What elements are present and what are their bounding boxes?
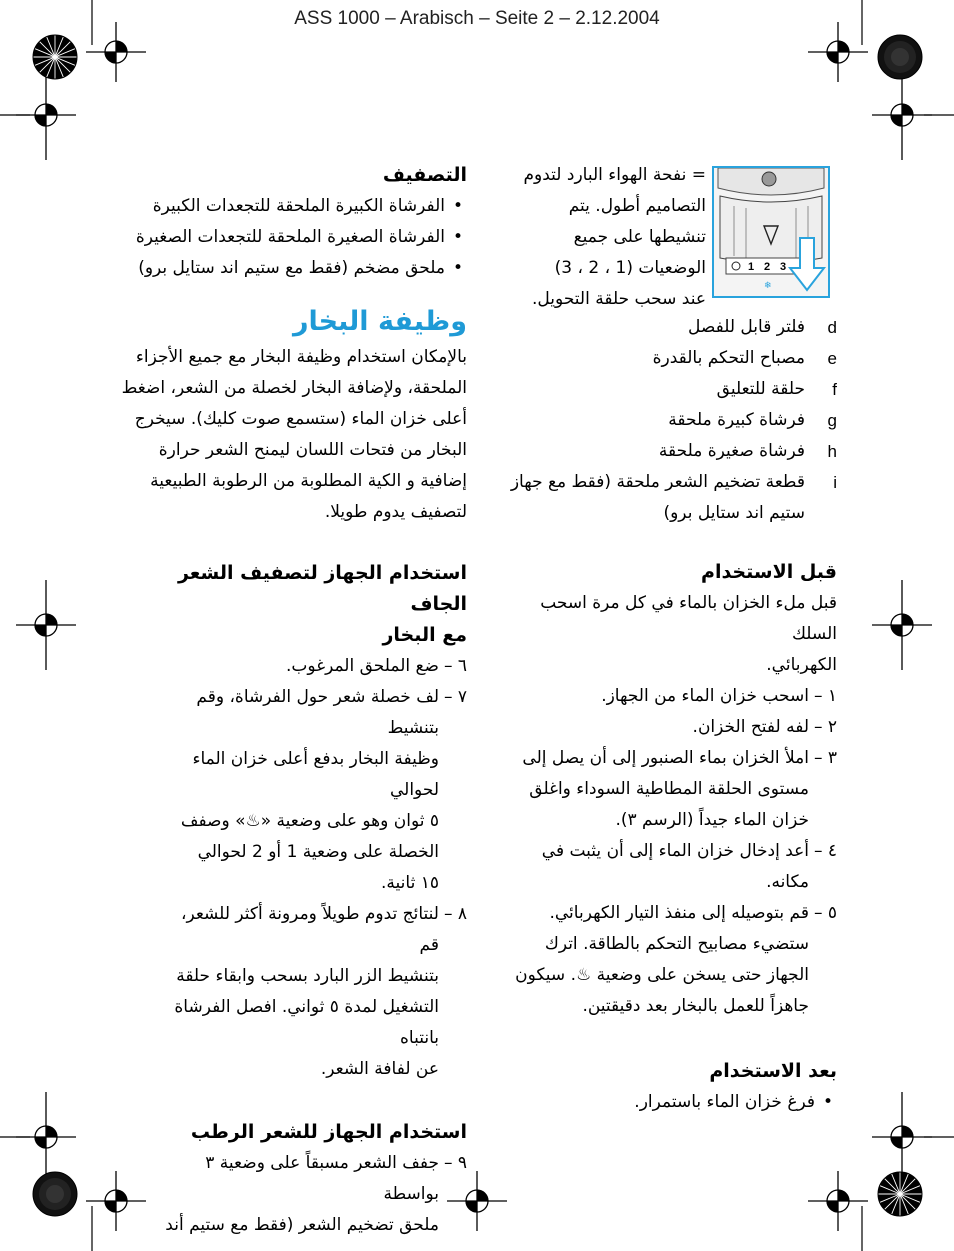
left-column — [120, 160, 467, 1241]
step-7-line: الخصلة على وضعية 1 أو 2 لحوالي — [197, 842, 439, 862]
device-body-drawing — [714, 168, 828, 296]
list-item: g فرشاة كبيرة ملحقة — [668, 410, 837, 430]
steam-text-line: لتصفيف يدوم طويلا. — [324, 502, 467, 522]
step-6: ٦ – ضع الملحق المرغوب. — [286, 656, 467, 676]
list-item-continuation: ستيم اند ستايل برو) — [663, 503, 805, 523]
step-2: ٢ – لفه لفتح الخزان. — [692, 717, 837, 737]
step-7-line: ١٥ ثانية. — [381, 873, 439, 893]
registration-crosshair-top-left — [86, 22, 146, 82]
step-3: ٣ – املأ الخزان بماء الصنبور إلى أن يصل إلى — [522, 748, 837, 768]
step-8-line: بتنشيط الزر البارد بسحب وابقاء حلقة — [176, 966, 439, 986]
step-7-line: وظيفة البخار بدفع أعلى خزان الماء لحوالي — [192, 749, 439, 800]
steam-text-line: إضافية و الكية المطلوبة من الرطوبة الطبيعية — [150, 471, 467, 491]
list-item: i قطعة تضخيم الشعر ملحقة (فقط مع جهاز — [510, 472, 837, 492]
switch-position-1: 1 — [748, 261, 755, 273]
step-8-line: التشغيل لمدة ٥ ثواني. افصل الفرشاة بانتباه — [174, 997, 439, 1048]
starburst-target-top-right — [876, 33, 924, 81]
section-title-dry-hair: استخدام الجهاز لتصفيف الشعر الجاف — [177, 562, 467, 615]
page-header: ASS 1000 – Arabisch – Seite 2 – 2.12.2004 — [294, 8, 660, 29]
step-8: ٨ – لنتائج تدوم طويلاً ومرونة أكثر للشعر، قم — [180, 904, 467, 955]
starburst-target-bottom-right — [876, 1170, 924, 1218]
registration-crosshair-mid-right — [872, 580, 932, 670]
bullet-item: • ملحق مضخم (فقط مع ستيم اند ستايل برو) — [138, 258, 463, 278]
list-item: d فلتر قابل للفصل — [687, 317, 837, 337]
registration-crosshair-upper-right — [872, 70, 932, 160]
section-title-wet-hair: استخدام الجهاز للشعر الرطب — [190, 1121, 467, 1143]
step-8-line: عن لفافة الشعر. — [320, 1059, 439, 1079]
caption-line: = نفحة الهواء البارد لتدوم — [523, 165, 706, 185]
list-item: e مصباح التحكم بالقدرة — [652, 348, 837, 368]
section-title-before-use: قبل الاستخدام — [701, 561, 837, 583]
list-item: f حلقة للتعليق — [716, 379, 837, 399]
section-title-after-use: بعد الاستخدام — [709, 1060, 837, 1082]
caption-line: عند سحب حلقة التحويل. — [532, 289, 706, 309]
list-item: h فرشاة صغيرة ملحقة — [658, 441, 837, 461]
right-column — [503, 312, 837, 1118]
steam-text-line: أعلى خزان الماء (ستسمع صوت كليك). سيخرج — [134, 409, 467, 429]
step-5-line: جاهزاً للعمل بالبخار بعد دقيقتين. — [582, 996, 809, 1016]
steam-text-line: البخار من فتحات اللسان ليمنح الشعر حرارة — [158, 440, 467, 460]
registration-crosshair-upper-left — [16, 70, 76, 160]
step-4: ٤ – أعد إدخال خزان الماء إلى أن يثبت في — [541, 841, 837, 861]
starburst-target-bottom-left — [31, 1170, 79, 1218]
bullet-item: • الفرشاة الكبيرة الملحقة للتجعدات الكبيرة — [152, 196, 463, 216]
step-7: ٧ – لف خصلة شعر حول الفرشاة، وقم بتنشيط — [196, 687, 467, 738]
step-3-line: مستوى الحلقة المطاطية السوداء واغلق — [529, 779, 809, 799]
switch-ring-illustration — [712, 166, 830, 298]
registration-crosshair-top-right — [808, 22, 868, 82]
registration-crosshair-lower-left — [16, 1092, 76, 1182]
switch-position-2: 2 — [764, 261, 771, 273]
registration-crosshair-bottom-right — [808, 1171, 868, 1231]
registration-crosshair-mid-left — [16, 580, 76, 670]
step-4-line: مكانه. — [766, 872, 809, 892]
step-9-line: ملحق تضخيم الشعر (فقط مع ستيم أند — [165, 1215, 439, 1235]
section-title-dry-hair-cont: مع البخار — [382, 624, 467, 646]
steam-text-line: بالإمكان استخدام وظيفة البخار مع جميع الأجزاء — [135, 347, 467, 367]
caption-line: التصاميم أطول. يتم — [568, 196, 706, 216]
parts-list — [503, 312, 837, 529]
intro-line: الكهربائي. — [766, 655, 837, 675]
starburst-target-top-left — [31, 33, 79, 81]
step-7-line: ٥ ثوان وهو على وضعية «♨» وصفف — [180, 811, 439, 831]
svg-text:❄: ❄ — [764, 281, 772, 291]
registration-crosshair-lower-right — [872, 1092, 932, 1182]
dry-hair-steps — [120, 651, 467, 1085]
step-9: ٩ – جفف الشعر مسبقاً على وضعية ٣ بواسطة — [205, 1153, 467, 1204]
wet-hair-steps — [120, 1148, 467, 1241]
step-1: ١ – اسحب خزان الماء من الجهاز. — [601, 686, 837, 706]
section-title-steam-function: وظيفة البخار — [293, 306, 467, 337]
intro-line: قبل ملء الخزان بالماء في كل مرة اسحب السلك — [540, 593, 837, 644]
switch-position-3: 3 — [780, 261, 787, 273]
steam-text-line: الملحقة، ولإضافة البخار لخصلة من الشعر، اضغط — [121, 378, 467, 398]
bullet-item: • فرغ خزان الماء باستمرار. — [634, 1092, 833, 1112]
step-3-line: خزان الماء جيداً (الرسم ٣). — [615, 810, 809, 830]
caption-line: تنشيطها على جميع — [573, 227, 706, 247]
step-5-line: ستضيء مصابيح التحكم بالطاقة. اترك — [544, 934, 809, 954]
section-title-styling: التصفيف — [382, 164, 467, 186]
caption-line: الوضعيات (1 ، 2 ، 3) — [554, 258, 706, 278]
before-use-steps — [503, 681, 837, 1022]
step-5: ٥ – قم بتوصيله إلى منفذ التيار الكهربائي. — [549, 903, 837, 923]
bullet-item: • الفرشاة الصغيرة الملحقة للتجعدات الصغيرة — [135, 227, 463, 247]
cool-shot-caption — [503, 160, 706, 315]
step-5-line: الجهاز حتى يسخن على وضعية ♨. سيكون — [515, 965, 809, 985]
